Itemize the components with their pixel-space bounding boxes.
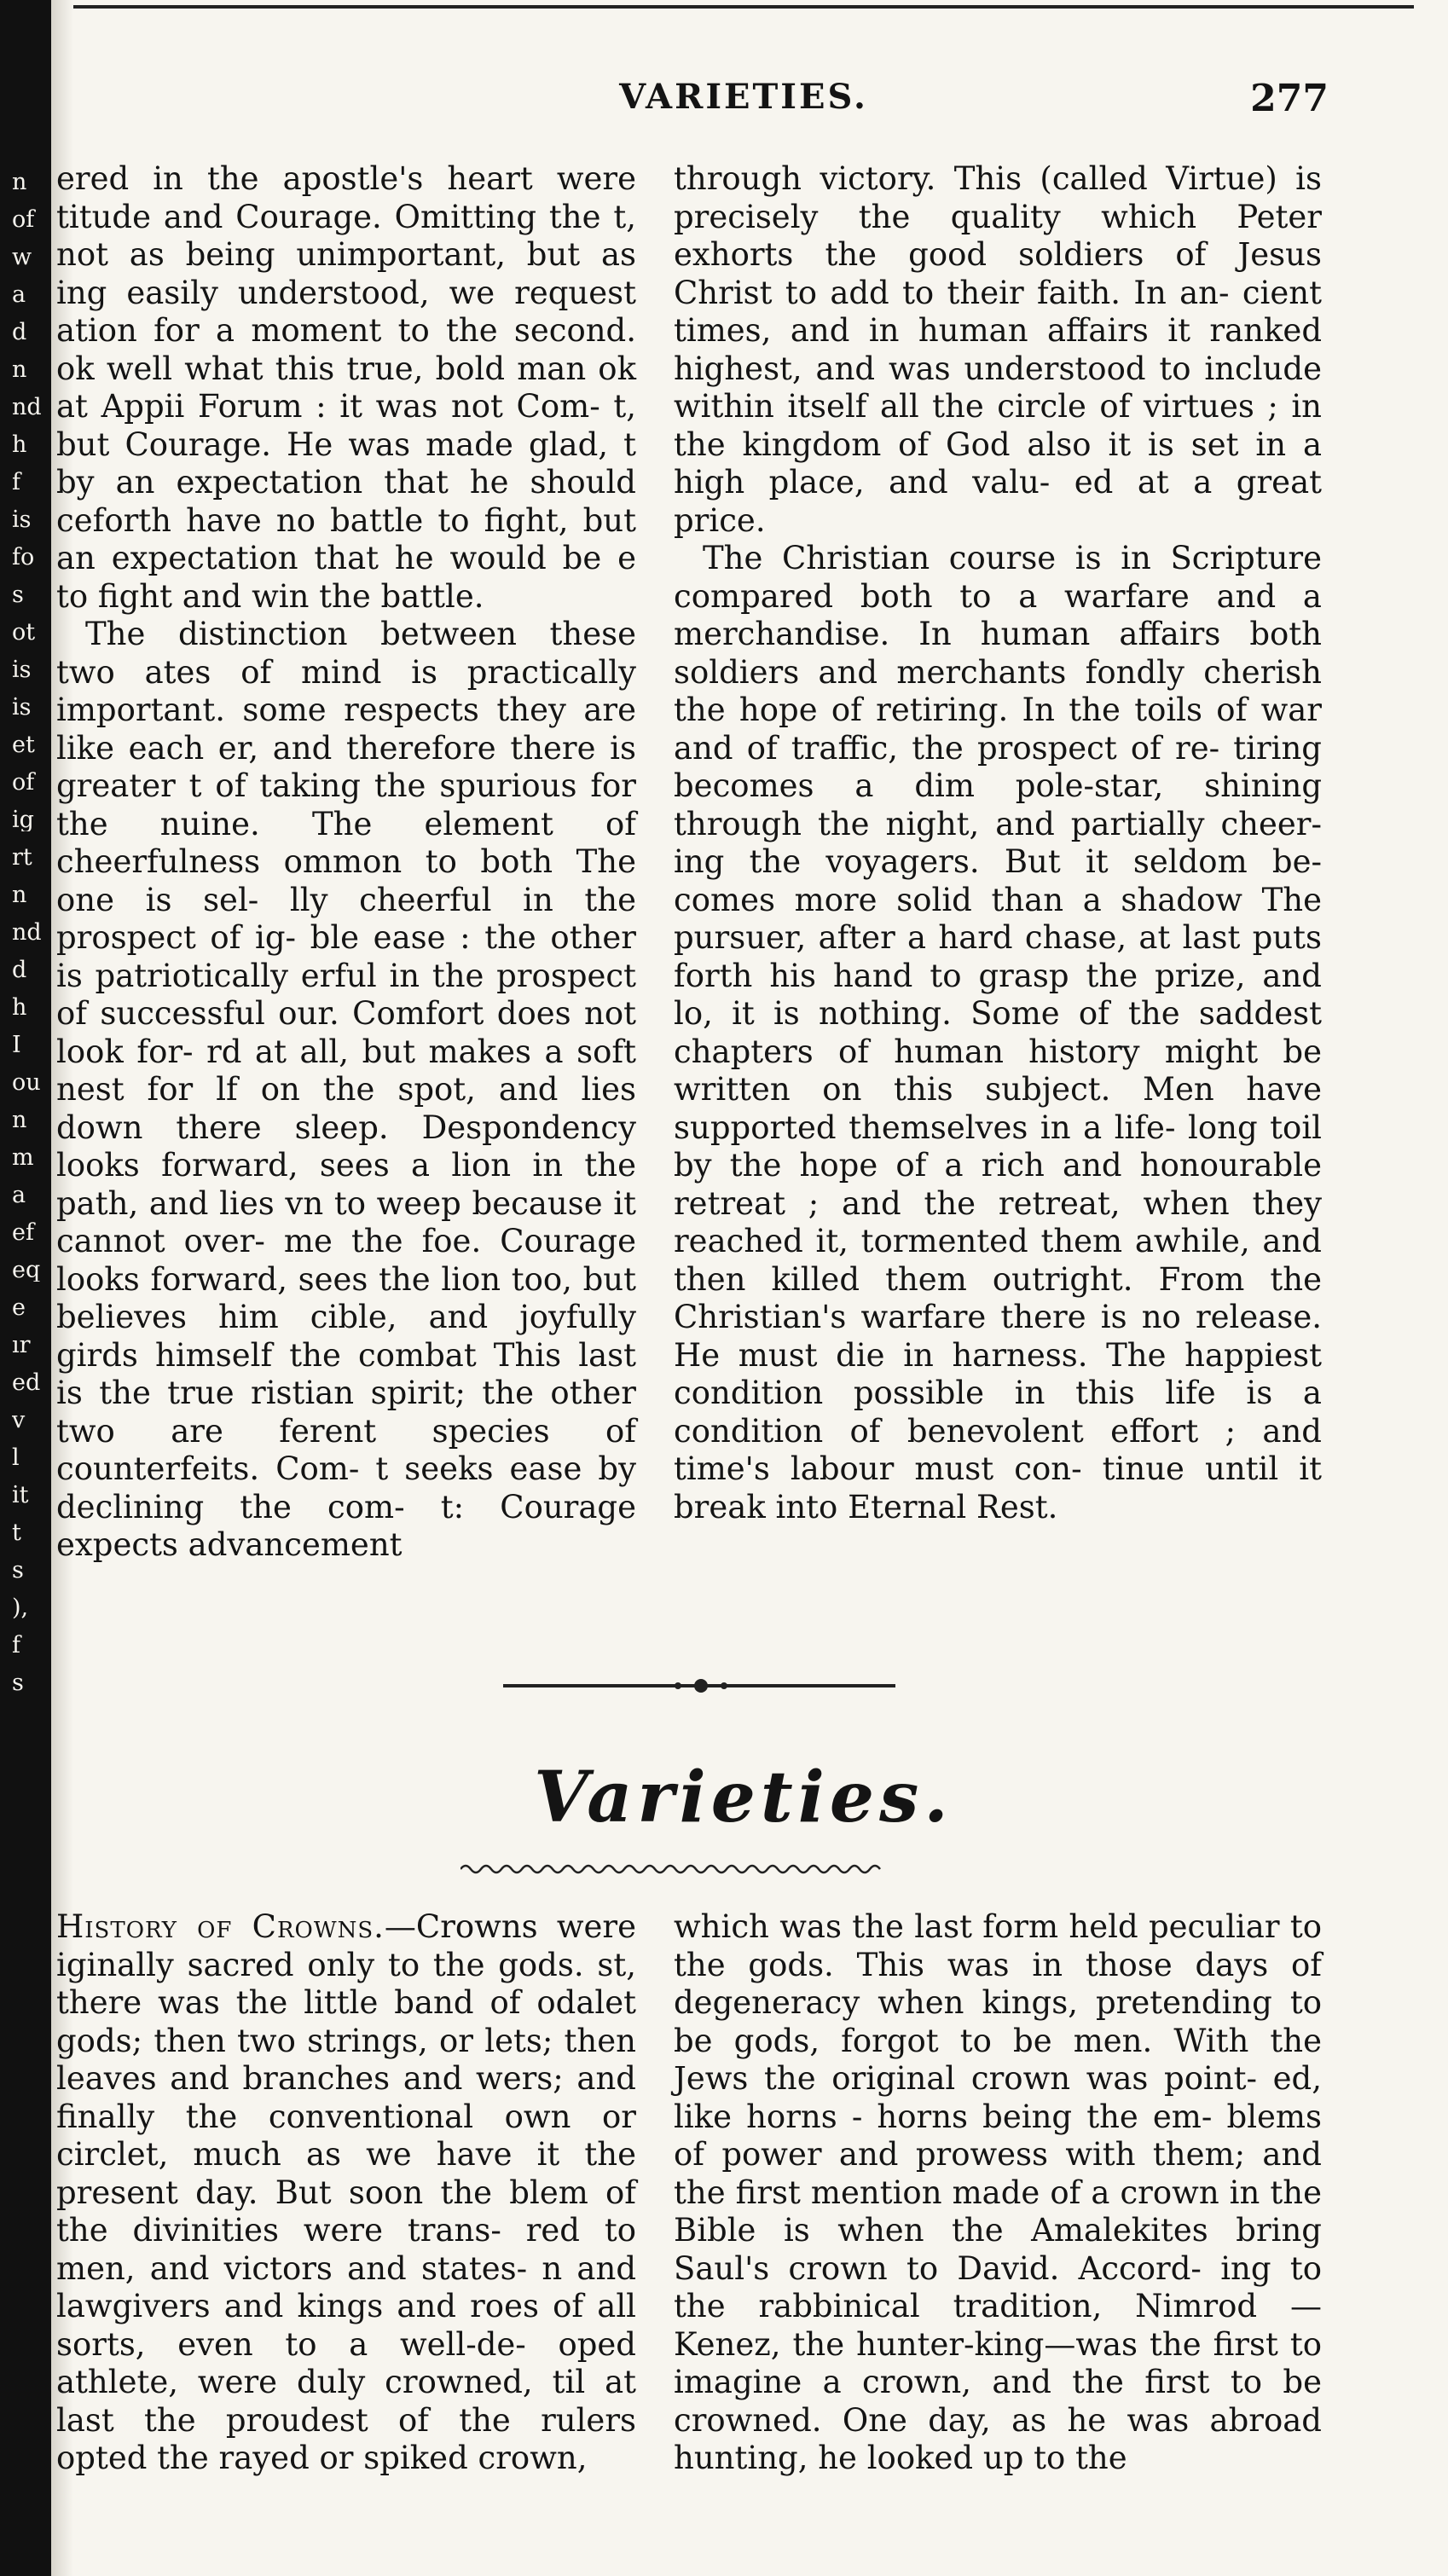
gutter-fragment: nd xyxy=(12,396,42,419)
gutter-fragment: f xyxy=(12,471,20,494)
gutter-fragment: m xyxy=(12,1146,34,1169)
gutter-fragment: I xyxy=(12,1033,21,1056)
gutter-fragment: h xyxy=(12,996,27,1019)
gutter-fragment: of xyxy=(12,771,35,794)
gutter-fragment: d xyxy=(12,958,27,981)
gutter-fragment: n xyxy=(12,883,27,906)
gutter-fragment: is xyxy=(12,658,32,681)
gutter-fragment: ır xyxy=(12,1334,31,1357)
article-two-right-column xyxy=(674,1908,1322,2478)
gutter-fragment: is xyxy=(12,696,32,719)
gutter-fragment: ig xyxy=(12,808,34,831)
gutter-fragment: f xyxy=(12,1634,20,1657)
gutter-fragment: s xyxy=(12,583,24,606)
article-one-right-column xyxy=(674,160,1322,1526)
gutter-fragment: w xyxy=(12,246,32,269)
gutter-fragment: et xyxy=(12,733,35,756)
gutter-fragment: n xyxy=(12,358,27,381)
gutter-fragment: t xyxy=(12,1521,21,1544)
paragraph: through victory. This (called Virtue) is precisely the quality which Peter exhorts the good soldiers of Jesus Christ to add to their faith. In an- cient times, and in human affairs it ranked highest, and was understood to include within itself all the circle of virtues ; in the kingdom of God also it is set in a high place, and valu- ed at a great price. xyxy=(674,160,1322,539)
gutter-fragment: rt xyxy=(12,846,32,869)
wavy-divider xyxy=(460,1859,887,1879)
paragraph xyxy=(56,1908,636,2478)
gutter-fragment: v xyxy=(12,1409,26,1432)
page-header xyxy=(73,77,1414,128)
gutter-fragment: a xyxy=(12,1184,26,1207)
gutter-fragment: ou xyxy=(12,1071,41,1094)
gutter-fragment: of xyxy=(12,208,35,231)
gutter-fragment: n xyxy=(12,1109,27,1132)
gutter-fragment: nd xyxy=(12,921,42,944)
section-title: Varieties. xyxy=(534,1757,953,1838)
gutter-fragment: it xyxy=(12,1484,29,1507)
page-number: 277 xyxy=(1250,77,1329,120)
gutter-fragment: ot xyxy=(12,621,36,644)
gutter-fragment: s xyxy=(12,1671,24,1694)
article-one-left-column xyxy=(56,160,636,1565)
article-two-left-column xyxy=(56,1908,636,2478)
paragraph: ered in the apostle's heart were titude and Courage. Omitting the t, not as being unimportant, but as ing easily understood, we request ation for a moment to the second. ok well what this true, bold man ok at Appii Forum : it was not Com- t, but Courage. He was made glad, t by an expectation that he should ceforth have no battle to fight, but an expectation that he would be e to fight and win the battle. xyxy=(56,160,636,615)
ornament-divider xyxy=(503,1673,895,1699)
gutter-fragment: ef xyxy=(12,1221,34,1244)
gutter-fragment: s xyxy=(12,1559,24,1582)
running-head: VARIETIES. xyxy=(619,77,868,117)
gutter-fragment: ed xyxy=(12,1371,41,1394)
paragraph: which was the last form held peculiar to the gods. This was in those days of degeneracy when kings, pretending to be gods, forgot to be men. With the Jews the original crown was point- ed, like horns - horns being the em- blems of power and prowess with them; and the first mention made of a crown in the Bible is when the Amalekites bring Saul's crown to David. Accord- ing to the rabbinical tradition, Nimrod —Kenez, the hunter-king—was the first to imagine a crown, and the first to be crowned. One day, as he was abroad hunting, he looked up to the xyxy=(674,1908,1322,2476)
gutter-fragment: fo xyxy=(12,546,35,569)
gutter-fragment: h xyxy=(12,433,27,456)
gutter-fragment: e xyxy=(12,1296,26,1319)
gutter-fragment: l xyxy=(12,1446,20,1469)
gutter-fragment: is xyxy=(12,508,32,531)
paragraph-text: —Crowns were iginally sacred only to the gods. st, there was the little band of odalet gods; then two strings, or lets; then leaves and branches and wers; and finally the conventional own or circlet, much as we have it the present day. But soon the blem of the divinities were trans- red to men, and victors and states- n and lawgivers and kings and roes of all sorts, even to a well-de- oped athlete, were duly crowned, til at last the proudest of the rulers opted the rayed or spiked crown, xyxy=(56,1908,636,2476)
book-spine-shadow xyxy=(0,0,51,2576)
paragraph: The distinction between these two ates of mind is practically important. some respects they are like each er, and therefore there is greater t of taking the spurious for the nuine. The element of cheerfulness ommon to both The one is sel- lly cheerful in the prospect of ig- ble ease : the other is patriotically erful in the prospect of successful our. Comfort does not look for- rd at all, but makes a soft nest for lf on the spot, and lies down there sleep. Despondency looks forward, sees a lion in the path, and lies vn to weep because it cannot over- me the foe. Courage looks forward, sees the lion too, but believes him cible, and joyfully girds himself the combat This last is the true ristian spirit; the other two are ferent species of counterfeits. Com- t seeks ease by declining the com- t: Courage expects advancement xyxy=(56,616,636,1563)
gutter-fragment: d xyxy=(12,321,27,344)
gutter-fragment: n xyxy=(12,171,27,194)
gutter-fragment: eq xyxy=(12,1259,41,1282)
paragraph: The Christian course is in Scripture compared both to a warfare and a merchandise. In human affairs both soldiers and merchants fondly cherish the hope of retiring. In the toils of war and of traffic, the prospect of re- tiring becomes a dim pole-star, shining through the night, and partially cheer- ing the voyagers. But it seldom be- comes more solid than a shadow The pursuer, after a hard chase, at last puts forth his hand to grasp the prize, and lo, it is nothing. Some of the saddest chapters of human history might be written on this subject. Men have supported themselves in a life- long toil by the hope of a rich and honourable retreat ; and the retreat, when they reached it, tormented them awhile, and then killed them outright. From the Christian's warfare there is no release. He must die in harness. The happiest condition possible in this life is a condition of benevolent effort ; and time's labour must con- tinue until it break into Eternal Rest. xyxy=(674,540,1322,1525)
gutter-fragment: ), xyxy=(12,1596,29,1619)
article-lead-in: History of Crowns. xyxy=(56,1908,385,1945)
gutter-fragment: a xyxy=(12,283,26,306)
top-rule xyxy=(73,5,1414,9)
